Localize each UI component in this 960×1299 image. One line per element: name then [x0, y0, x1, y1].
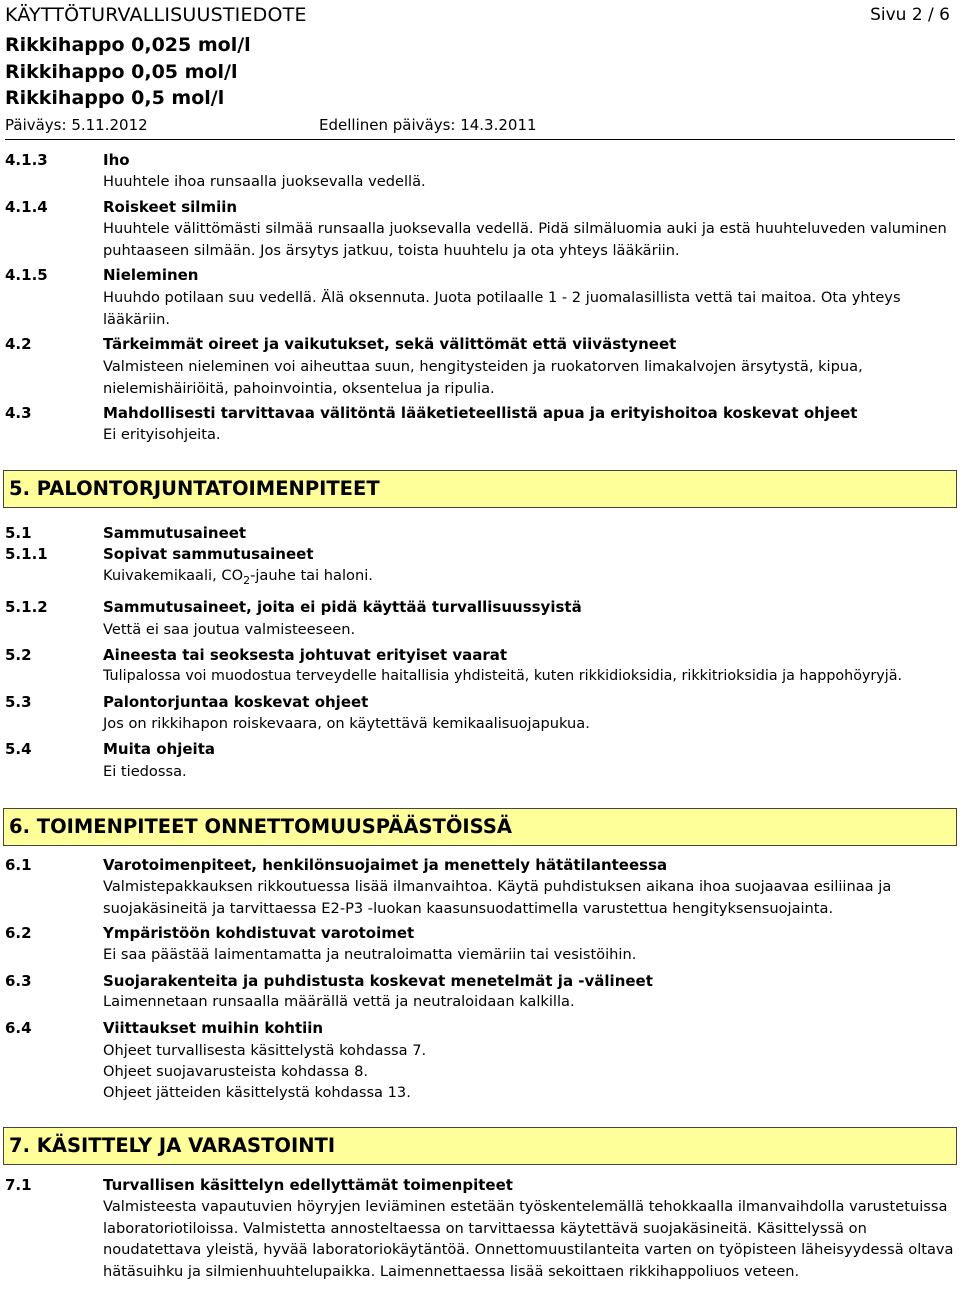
section-number: 5.1.1 — [5, 545, 48, 563]
section-heading: Varotoimenpiteet, henkilönsuojaimet ja menettely hätätilanteessa — [103, 856, 668, 874]
section-heading: Nieleminen — [103, 266, 199, 284]
section-heading: Tärkeimmät oireet ja vaikutukset, sekä välittömät että viivästyneet — [103, 335, 677, 353]
subscript-2: 2 — [243, 574, 251, 587]
issue-date: Päiväys: 5.11.2012 — [5, 116, 148, 134]
section-heading: Mahdollisesti tarvittavaa välitöntä lääketieteellistä apua ja erityishoitoa koskevat ohjeet — [103, 404, 858, 422]
section-text: Ei saa päästää laimentamatta ja neutraloimatta viemäriin tai vesistöihin. — [103, 946, 637, 963]
section-heading: Palontorjuntaa koskevat ohjeet — [103, 693, 369, 711]
product-name-3: Rikkihappo 0,5 mol/l — [5, 87, 225, 109]
section-6-title: 6. TOIMENPITEET ONNETTOMUUSPÄÄSTÖISSÄ — [9, 815, 512, 838]
section-heading: Iho — [103, 151, 130, 169]
section-number: 4.1.5 — [5, 266, 48, 284]
section-number: 5.4 — [5, 740, 32, 758]
section-7-banner — [3, 1127, 957, 1165]
section-number: 4.2 — [5, 335, 32, 353]
section-text: Huuhdo potilaan suu vedellä. Älä oksennuta. Juota potilaalle 1 - 2 juomalasillista vettä tai maitoa. Ota yhteys lääkäriin. — [103, 289, 901, 328]
section-text: Laimennetaan runsaalla määrällä vettä ja neutraloidaan kalkilla. — [103, 993, 575, 1010]
section-number: 6.2 — [5, 924, 32, 942]
section-5-banner — [3, 470, 957, 508]
section-number: 5.3 — [5, 693, 32, 711]
section-heading: Sammutusaineet — [103, 524, 247, 542]
section-heading: Viittaukset muihin kohtiin — [103, 1019, 324, 1037]
previous-date: Edellinen päiväys: 14.3.2011 — [319, 116, 537, 134]
section-text: Ei tiedossa. — [103, 763, 187, 780]
section-heading: Roiskeet silmiin — [103, 198, 238, 216]
section-number: 6.1 — [5, 856, 32, 874]
section-text: Huuhtele välittömästi silmää runsaalla juoksevalla vedellä. Pidä silmäluomia auki ja estä huuhteluveden valuminen puhtaaseen silmään. Jos ärsytys jatkuu, toista huuhtelu ja ota yhteys lääkäriin. — [103, 220, 947, 259]
section-text: Vettä ei saa joutua valmisteeseen. — [103, 621, 356, 638]
section-text — [103, 565, 956, 592]
page-number: Sivu 2 / 6 — [870, 5, 950, 25]
section-heading: Ympäristöön kohdistuvat varotoimet — [103, 924, 415, 942]
section-heading: Sammutusaineet, joita ei pidä käyttää turvallisuussyistä — [103, 598, 582, 616]
extinguishing-media-text: Kuivakemikaali, CO — [103, 567, 244, 584]
section-heading: Turvallisen käsittelyn edellyttämät toimenpiteet — [103, 1176, 513, 1194]
section-text: Huuhtele ihoa runsaalla juoksevalla vedellä. — [103, 173, 426, 190]
section-text: Valmisteen nieleminen voi aiheuttaa suun, hengitysteiden ja ruokatorven limakalvojen ärsytystä, kipua, nielemishäiriöitä, pahoinvointia, oksentelua ja ripulia. — [103, 358, 863, 397]
section-heading: Suojarakenteita ja puhdistusta koskevat menetelmät ja -välineet — [103, 972, 653, 990]
section-number: 6.3 — [5, 972, 32, 990]
section-heading: Sopivat sammutusaineet — [103, 545, 314, 563]
product-name-1: Rikkihappo 0,025 mol/l — [5, 34, 251, 56]
section-heading: Muita ohjeita — [103, 740, 215, 758]
document-title: KÄYTTÖTURVALLISUUSTIEDOTE — [5, 4, 307, 26]
section-7-title: 7. KÄSITTELY JA VARASTOINTI — [9, 1134, 336, 1157]
section-number: 4.3 — [5, 404, 32, 422]
section-text: Ohjeet turvallisesta käsittelystä kohdassa 7. — [103, 1042, 427, 1059]
section-text: Valmisteesta vapautuvien höyryjen leviäminen estetään työskentelemällä tehokkaalla ilmanvaihdolla varustetuissa laboratoriotiloissa. Valmistetta annosteltaessa on tarvittaessa käytettävä suojakäsineitä. Käsittelyssä on noudatettava yleistä, hyvää laboratoriokäytäntöä. Onnettomuustilanteita varten on työpisteen läheisyydessä oltava hätäsuihku ja silmienhuuhtelupaikka. Laimennettaessa lisää sekoittaen rikkihappoliuos veteen. — [103, 1198, 954, 1280]
section-text: Ohjeet jätteiden käsittelystä kohdassa 13. — [103, 1084, 411, 1101]
product-name-2: Rikkihappo 0,05 mol/l — [5, 61, 238, 83]
section-number: 5.2 — [5, 646, 32, 664]
section-text: Valmistepakkauksen rikkoutuessa lisää ilmanvaihtoa. Käytä puhdistuksen aikana ihoa suojaavaa esiliinaa ja suojakäsineitä ja tarvittaessa E2-P3 -luokan kaasunsuodattimella varustettua hengityksensuojainta. — [103, 878, 892, 917]
section-number: 7.1 — [5, 1176, 32, 1194]
section-5-title: 5. PALONTORJUNTATOIMENPITEET — [9, 477, 380, 500]
section-number: 6.4 — [5, 1019, 32, 1037]
section-heading: Aineesta tai seoksesta johtuvat erityiset vaarat — [103, 646, 508, 664]
section-number: 4.1.3 — [5, 151, 48, 169]
section-text: Jos on rikkihapon roiskevaara, on käytettävä kemikaalisuojapukua. — [103, 715, 590, 732]
section-text: Ohjeet suojavarusteista kohdassa 8. — [103, 1063, 369, 1080]
section-text: Ei erityisohjeita. — [103, 426, 221, 443]
section-number: 5.1 — [5, 524, 32, 542]
section-text: Tulipalossa voi muodostua terveydelle haitallisia yhdisteitä, kuten rikkidioksidia, rikkitrioksidia ja happohöyryjä. — [103, 668, 903, 684]
section-number: 4.1.4 — [5, 198, 48, 216]
section-number: 5.1.2 — [5, 598, 48, 616]
extinguishing-media-text-end: -jauhe tai haloni. — [250, 567, 373, 584]
section-6-banner — [3, 808, 957, 846]
header-divider — [5, 139, 955, 140]
